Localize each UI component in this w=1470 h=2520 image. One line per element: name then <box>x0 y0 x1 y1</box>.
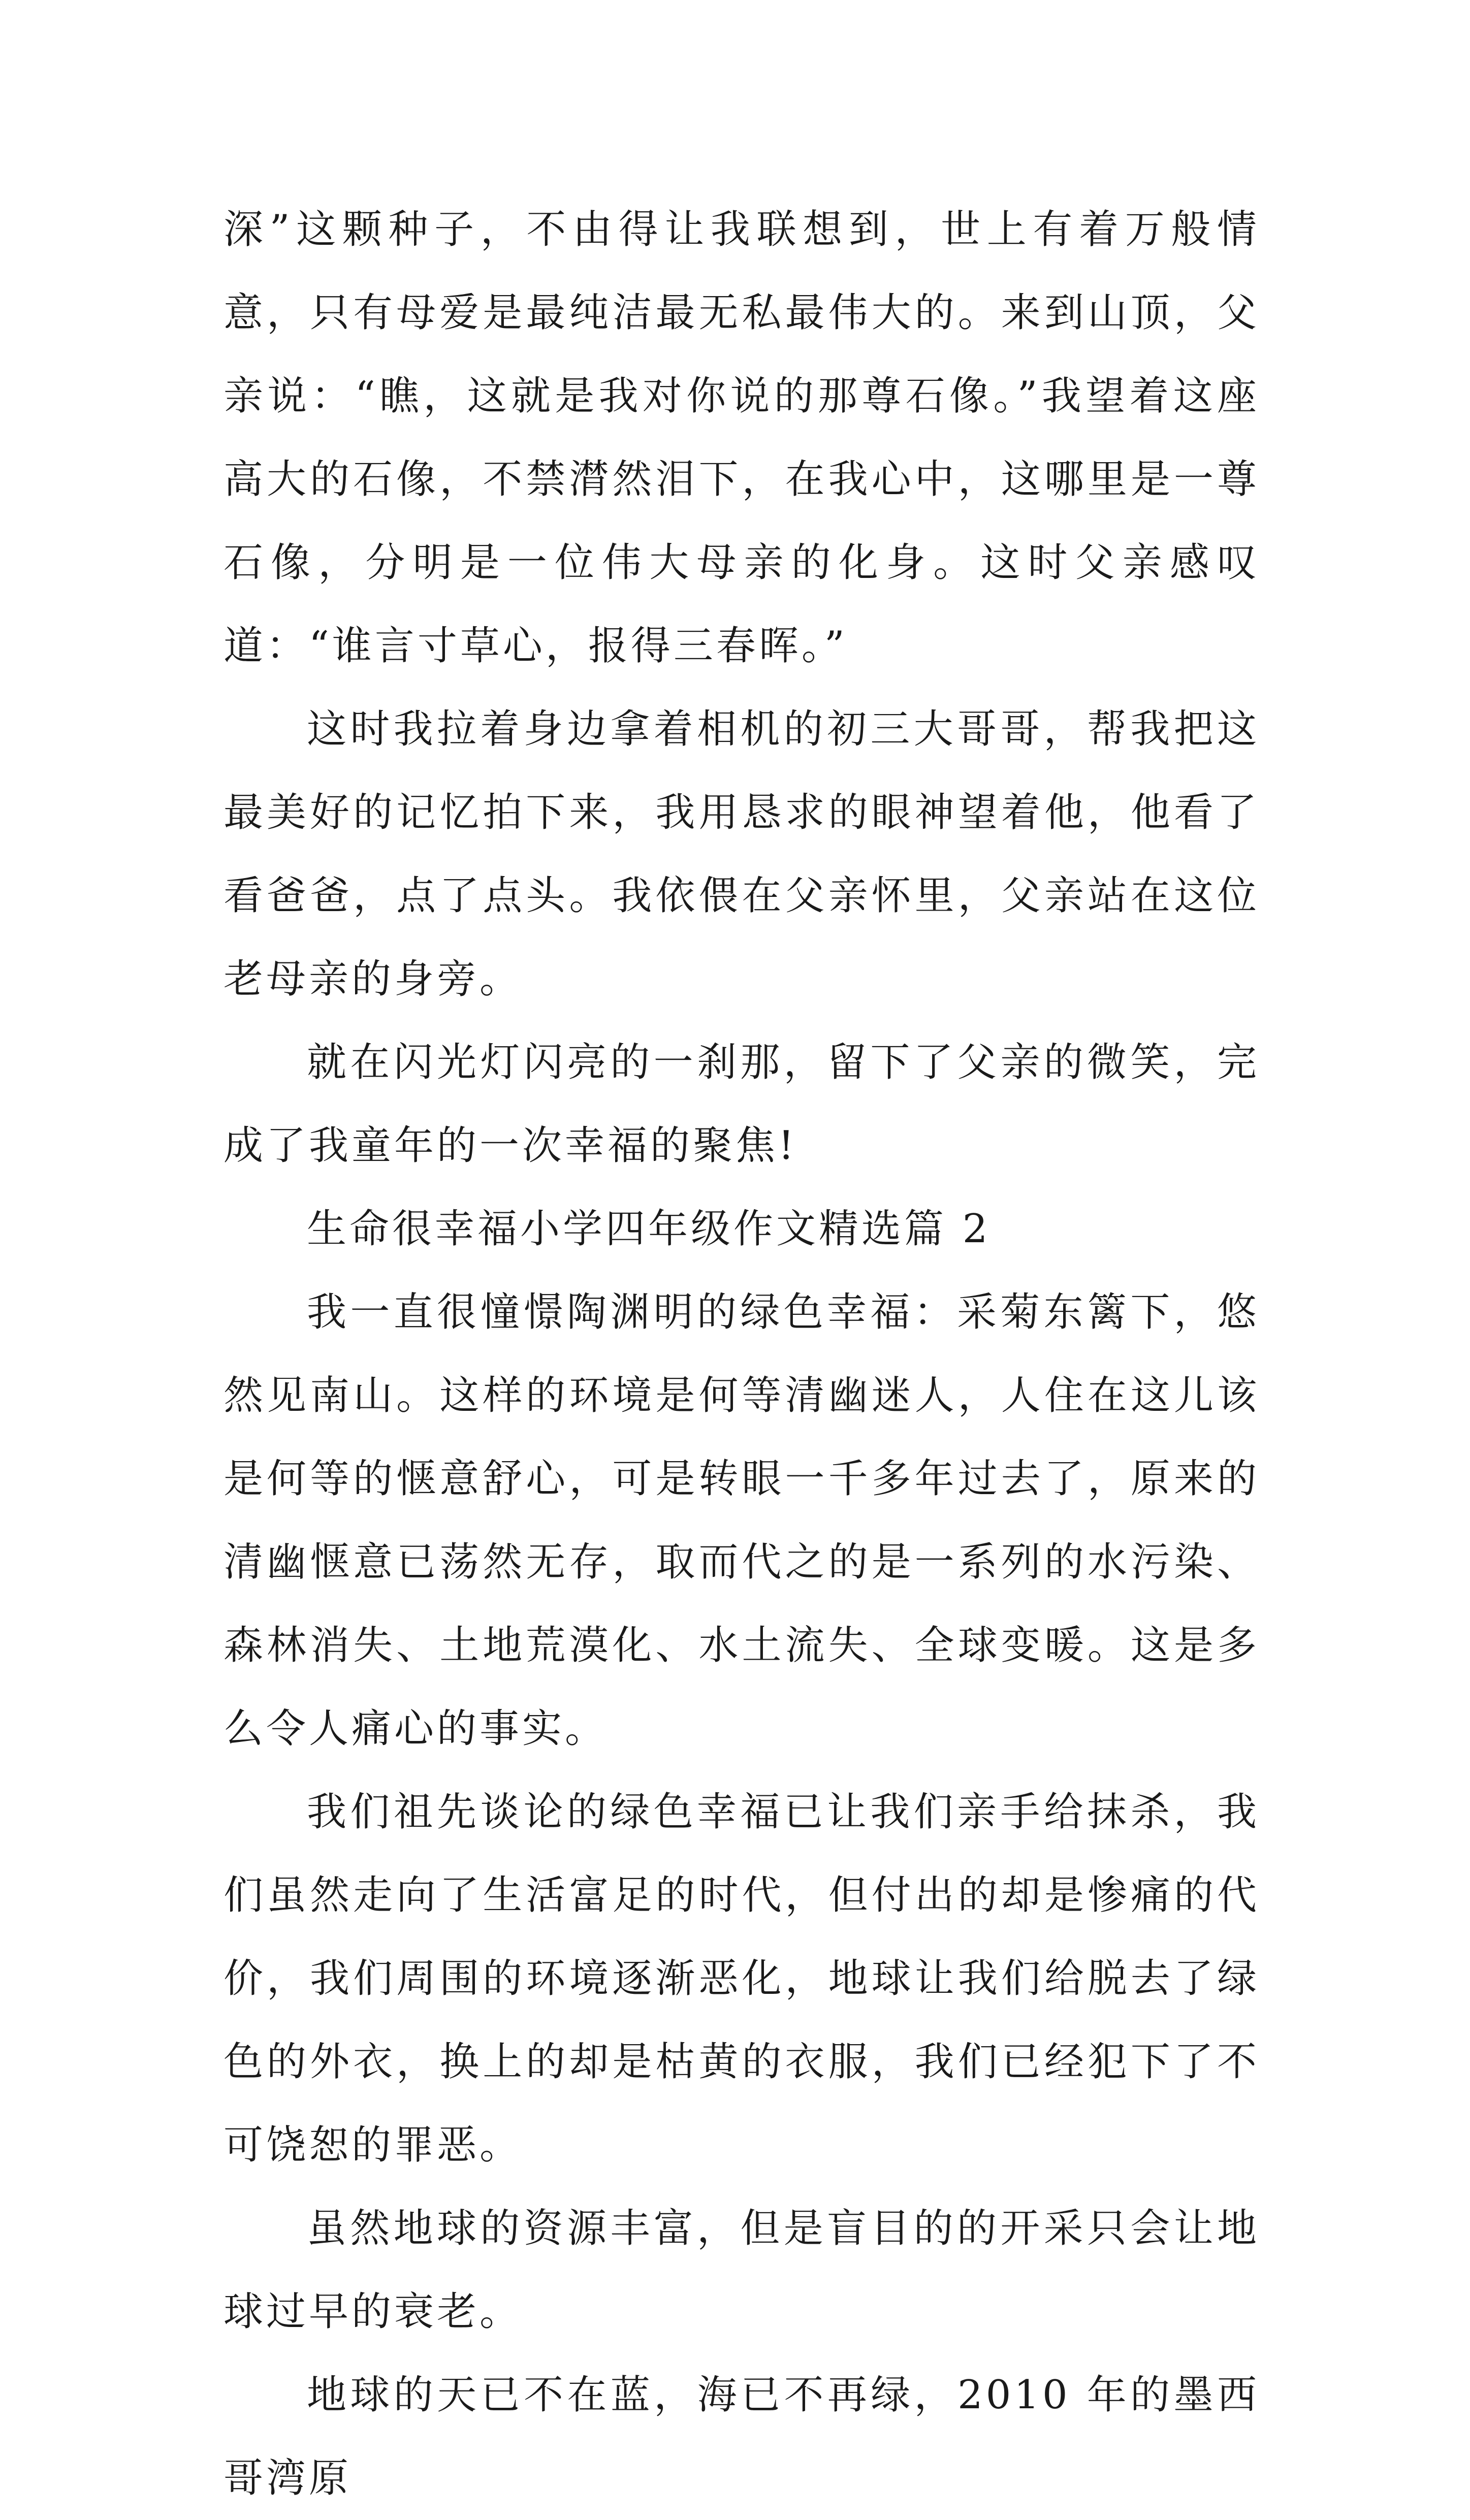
paragraph-green-happiness: 我一直很憧憬陶渊明的绿色幸福：采菊东篱下，悠然见南山。这样的环境是何等清幽迷人，人住在这儿该是何等的惬意舒心，可是转眼一千多年过去了，原来的清幽惬意已荡然无存，取而代之的是一系列的水污染、森林消失、土地荒漠化、水土流失、全球变暖。这是多么令人痛心的事实。 <box>223 1289 1260 1752</box>
paragraph-flash: 就在闪光灯闪亮的一刹那，留下了父亲的微笑，完成了我童年的一次幸福的聚焦! <box>223 1040 1260 1169</box>
paragraph-earth-sky: 地球的天已不在蓝，海已不再绿，2010 年的墨西哥湾原 <box>223 2372 1260 2501</box>
paragraph-ancestors: 我们祖先谈论的绿色幸福已让我们亲手给抹杀，我们虽然走向了生活富足的时代，但付出的却是惨痛的代价，我们周围的环境逐渐恶化，地球让我们给脱去了绿色的外衣，换上的却是枯黄的衣服，我们已经犯下了不可饶恕的罪恶。 <box>223 1789 1260 2168</box>
paragraph-camera: 这时我拉着身边拿着相机的初三大哥哥，帮我把这最美好的记忆拍下来，我用恳求的眼神望着他，他看了看爸爸，点了点头。我依偎在父亲怀里，父亲站在这位老母亲的身旁。 <box>223 706 1260 1002</box>
section-title: 生命很幸福小学四年级作文精选篇 2 <box>307 1206 991 1252</box>
paragraph-continuation: 深”这颗种子，不由得让我联想到，世上有着万般情意，只有母爱是最纯洁最无私最伟大的。来到山顶，父亲说：“瞧，这就是我对你说的那尊石像。”我望着这座高大的石像，不禁潸然泪下，在我心中，这哪里是一尊石像，分明是一位伟大母亲的化身。这时父亲感叹道：“谁言寸草心，报得三春晖。” <box>223 207 1260 669</box>
document-body <box>223 188 1260 2520</box>
paragraph-resources: 虽然地球的资源丰富，但是盲目的的开采只会让地球过早的衰老。 <box>223 2206 1260 2335</box>
